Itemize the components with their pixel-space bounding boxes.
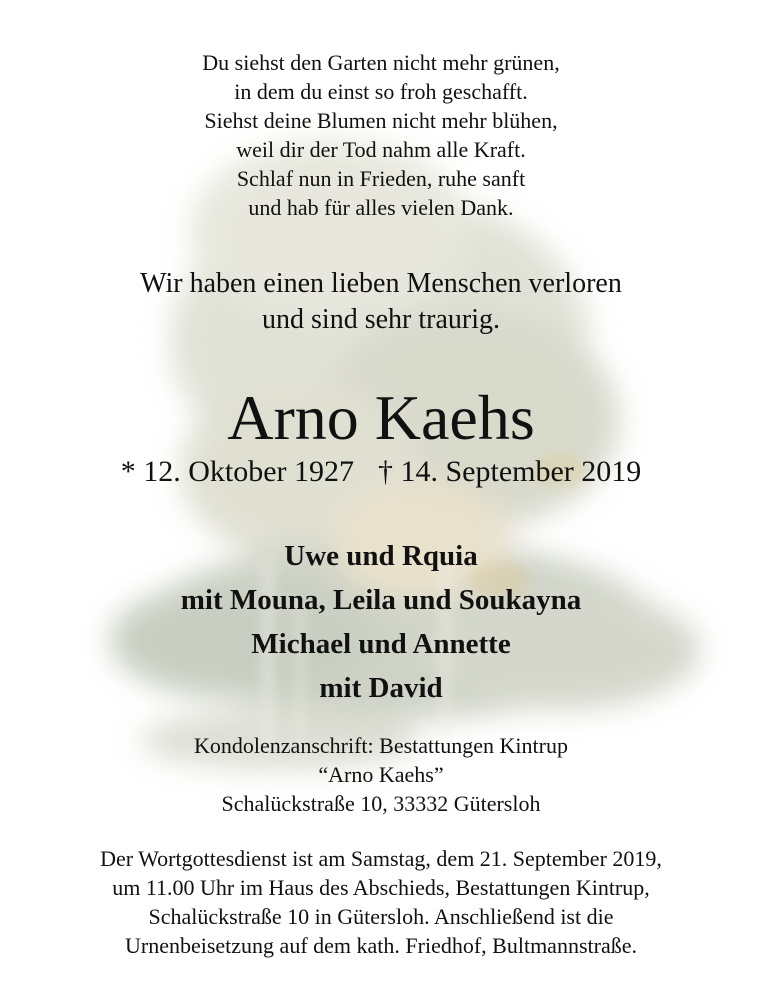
poem-line: Siehst deine Blumen nicht mehr blühen, bbox=[204, 108, 558, 133]
poem-line: Du siehst den Garten nicht mehr grünen, bbox=[202, 50, 560, 75]
poem-line: weil dir der Tod nahm alle Kraft. bbox=[236, 137, 526, 162]
mourning-family bbox=[0, 534, 762, 710]
address-line: Kondolenzanschrift: Bestattungen Kintrup bbox=[194, 733, 568, 758]
poem-line: in dem du einst so froh geschafft. bbox=[234, 79, 528, 104]
address-line: Schalückstraße 10, 33332 Gütersloh bbox=[221, 791, 541, 816]
deceased-name-text: Arno Kaehs bbox=[227, 382, 535, 453]
memorial-poem bbox=[0, 48, 762, 222]
service-notice bbox=[0, 844, 762, 960]
family-line: mit Mouna, Leila und Soukayna bbox=[180, 584, 582, 616]
poem-line: Schlaf nun in Frieden, ruhe sanft bbox=[236, 166, 526, 191]
address-line: “Arno Kaehs” bbox=[318, 762, 444, 787]
service-line: Urnenbeisetzung auf dem kath. Friedhof, Bultmannstraße. bbox=[125, 933, 637, 958]
poem-line: und hab für alles vielen Dank. bbox=[248, 195, 514, 220]
family-line: mit David bbox=[319, 672, 443, 704]
death-date: † 14. September 2019 bbox=[378, 455, 642, 488]
deceased-name bbox=[0, 380, 762, 456]
family-line: Uwe und Rquia bbox=[284, 540, 478, 572]
service-line: Schalückstraße 10 in Gütersloh. Anschließend ist die bbox=[148, 904, 614, 929]
life-dates bbox=[0, 452, 762, 492]
birth-date: * 12. Oktober 1927 bbox=[120, 455, 354, 488]
statement-line: Wir haben einen lieben Menschen verloren bbox=[140, 268, 622, 299]
service-line: um 11.00 Uhr im Haus des Abschieds, Bestattungen Kintrup, bbox=[112, 875, 650, 900]
service-line: Der Wortgottesdienst ist am Samstag, dem 21. September 2019, bbox=[100, 846, 662, 871]
mourning-statement bbox=[0, 266, 762, 338]
statement-line: und sind sehr traurig. bbox=[262, 304, 500, 335]
family-line: Michael und Annette bbox=[251, 628, 511, 660]
condolence-address bbox=[0, 731, 762, 818]
